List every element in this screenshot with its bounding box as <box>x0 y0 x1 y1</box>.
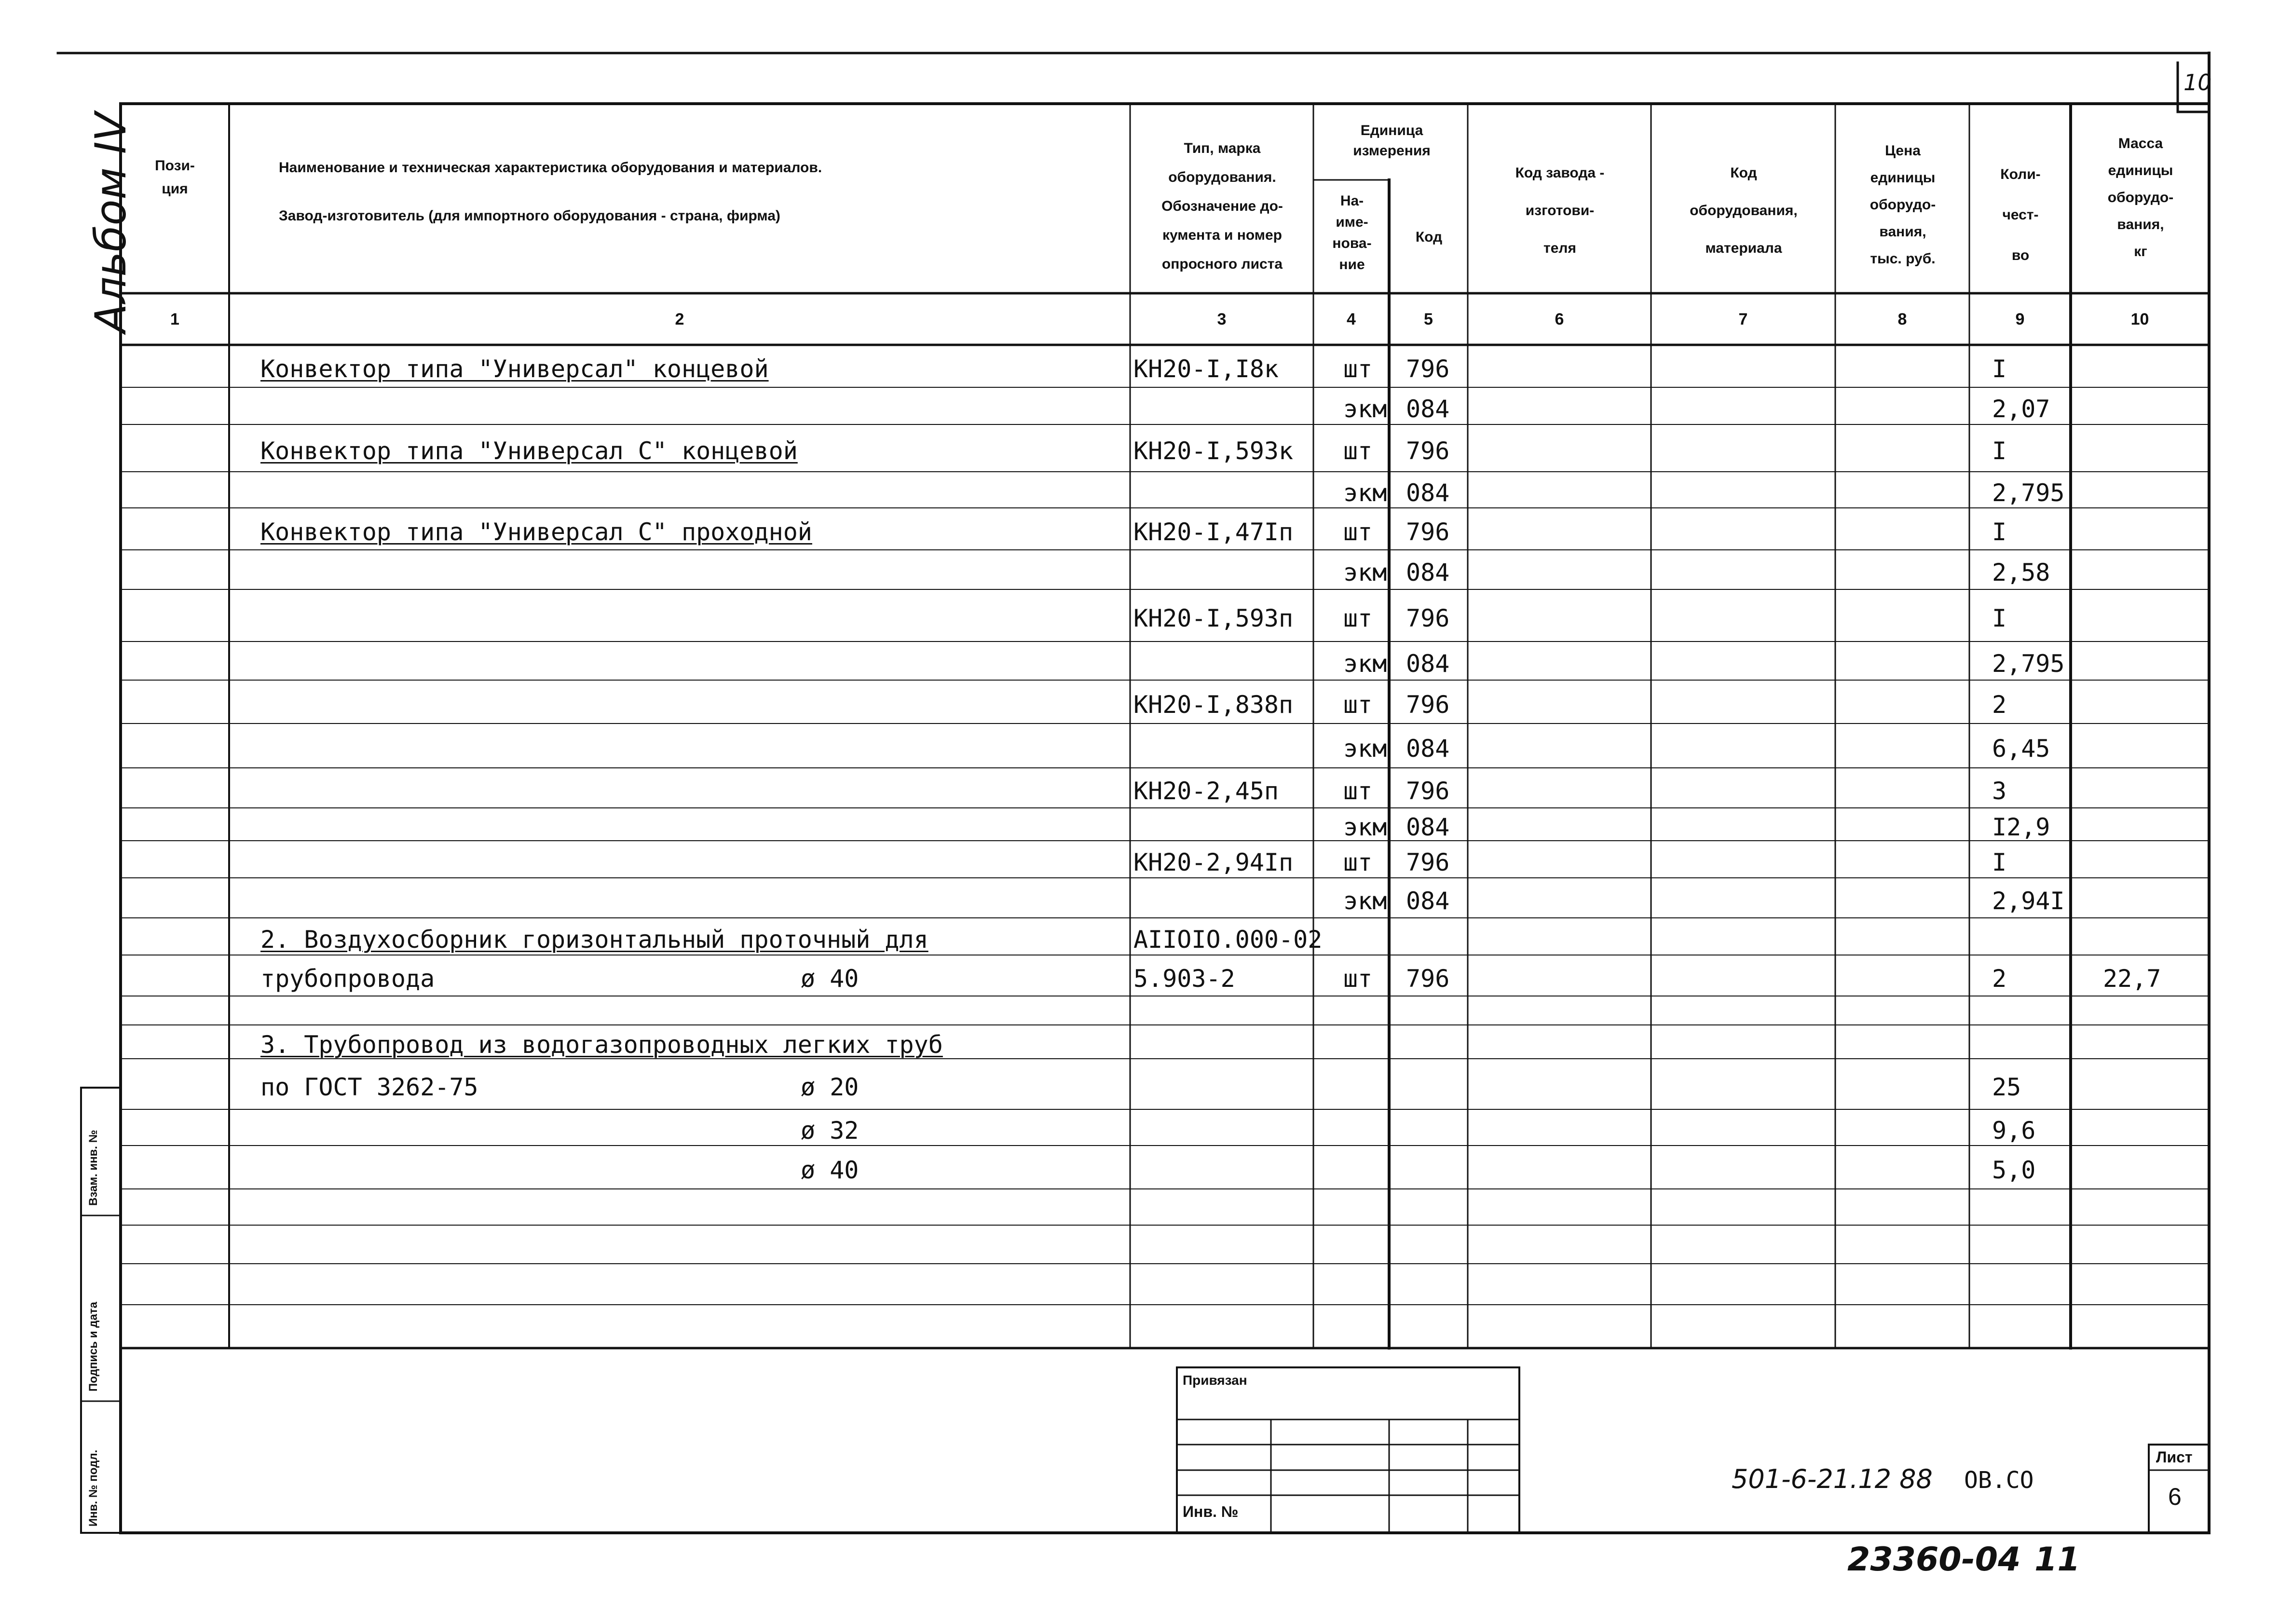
header-unit-group: Единица измерения <box>1353 123 1431 159</box>
type-mark: КН20-I,593к <box>1133 437 1294 465</box>
type-mark: КН20-I,I8к <box>1133 355 1279 383</box>
type-mark: КН20-2,45п <box>1133 777 1279 805</box>
unit-code: 084 <box>1406 887 1450 915</box>
unit-name: экм <box>1343 813 1387 841</box>
type-mark: 5.903-2 <box>1133 964 1235 993</box>
unit-code: 796 <box>1406 604 1450 632</box>
unit-code: 084 <box>1406 813 1450 841</box>
header-name-line2: Завод-изготовитель (для импортного оборудования - страна, фирма) <box>279 208 780 224</box>
album-label: Альбом IV <box>86 112 136 333</box>
sheet-label: Лист <box>2156 1448 2193 1466</box>
unit-code: 796 <box>1406 437 1450 465</box>
quantity: I <box>1992 848 2007 876</box>
unit-name: шт <box>1343 604 1373 632</box>
column-number: 4 <box>1347 310 1356 328</box>
stamp-inventory-label: Инв. № <box>1183 1503 1239 1520</box>
quantity: 3 <box>1992 777 2007 805</box>
column-number: 2 <box>675 310 684 328</box>
unit-name: экм <box>1343 395 1387 423</box>
unit-code: 796 <box>1406 964 1450 993</box>
quantity: I <box>1992 604 2007 632</box>
item-name: Конвектор типа "Универсал С" проходной <box>260 518 812 546</box>
header-type: Тип, марка оборудования. Обозначение до- кумента и номер опросного листа <box>1161 140 1283 272</box>
unit-name: экм <box>1343 887 1387 915</box>
header-quantity: Коли- чест- во <box>2000 166 2041 263</box>
unit-name: шт <box>1343 848 1373 876</box>
header-equipment-code: Код оборудования, материала <box>1690 165 1798 256</box>
type-mark: КН20-2,94Iп <box>1133 848 1294 876</box>
unit-mass: 22,7 <box>2103 964 2161 993</box>
quantity: 2,94I <box>1992 887 2065 915</box>
margin-signature-date: Подпись и дата <box>87 1302 100 1392</box>
quantity: 2 <box>1992 964 2007 993</box>
sheet-number: 6 <box>2168 1483 2182 1510</box>
item-name: трубопровода <box>260 964 435 993</box>
quantity: 2,58 <box>1992 559 2050 587</box>
unit-name: шт <box>1343 355 1373 383</box>
margin-original-inv: Инв. № подл. <box>87 1449 100 1527</box>
unit-name: шт <box>1343 964 1373 993</box>
column-number: 9 <box>2015 310 2025 328</box>
column-number: 5 <box>1424 310 1433 328</box>
pipe-diameter: ø 20 <box>801 1073 859 1101</box>
unit-name: шт <box>1343 777 1373 805</box>
unit-name: шт <box>1343 437 1373 465</box>
unit-name: экм <box>1343 650 1387 678</box>
type-mark: КН20-I,47Iп <box>1133 518 1294 546</box>
unit-code: 084 <box>1406 395 1450 423</box>
pipe-diameter: ø 40 <box>801 964 859 993</box>
pipe-diameter: ø 40 <box>801 1156 859 1184</box>
unit-name: шт <box>1343 691 1373 719</box>
quantity: 2 <box>1992 691 2007 719</box>
unit-code: 084 <box>1406 559 1450 587</box>
page-number: 10 <box>2183 69 2212 96</box>
quantity: 25 <box>1992 1073 2021 1101</box>
item-name: 3. Трубопровод из водогазопроводных легких труб <box>260 1031 943 1059</box>
unit-code: 084 <box>1406 735 1450 763</box>
header-name-line1: Наименование и техническая характеристика оборудования и материалов. <box>279 160 822 176</box>
header-position: Пози- ция <box>155 158 195 197</box>
pipe-diameter: ø 32 <box>801 1116 859 1145</box>
unit-name: экм <box>1343 478 1387 507</box>
unit-code: 796 <box>1406 777 1450 805</box>
column-number: 7 <box>1738 310 1748 328</box>
unit-name: экм <box>1343 559 1387 587</box>
unit-code: 084 <box>1406 650 1450 678</box>
type-mark: КН20-I,838п <box>1133 691 1294 719</box>
unit-code: 084 <box>1406 478 1450 507</box>
archive-suffix: 11 <box>2034 1541 2080 1579</box>
header-mass: Масса единицы оборудо- вания, кг <box>2107 136 2174 259</box>
column-number: 8 <box>1897 310 1907 328</box>
item-name: Конвектор типа "Универсал С" концевой <box>260 437 798 465</box>
item-name: Конвектор типа "Универсал" концевой <box>260 355 769 383</box>
column-number: 3 <box>1217 310 1227 328</box>
column-number: 6 <box>1555 310 1564 328</box>
document-suffix: ОВ.СО <box>1964 1467 2034 1494</box>
unit-code: 796 <box>1406 518 1450 546</box>
column-number: 1 <box>170 310 179 328</box>
item-name: по ГОСТ 3262-75 <box>260 1073 478 1101</box>
stamp-attached-label: Привязан <box>1183 1373 1247 1388</box>
item-name: 2. Воздухосборник горизонтальный проточный для <box>260 925 928 954</box>
quantity: 2,795 <box>1992 650 2065 678</box>
unit-name: экм <box>1343 735 1387 763</box>
unit-code: 796 <box>1406 355 1450 383</box>
quantity: 6,45 <box>1992 735 2050 763</box>
column-number: 10 <box>2130 310 2149 328</box>
header-unit-code: Код <box>1415 229 1443 245</box>
quantity: 2,795 <box>1992 478 2065 507</box>
margin-replaced-inv: Взам. инв. № <box>87 1130 100 1206</box>
type-mark: КН20-I,593п <box>1133 604 1294 632</box>
quantity: I <box>1992 355 2007 383</box>
quantity: I <box>1992 518 2007 546</box>
type-mark: AIIOIO.000-02 <box>1133 925 1323 954</box>
quantity: 2,07 <box>1992 395 2050 423</box>
unit-code: 796 <box>1406 691 1450 719</box>
quantity: 5,0 <box>1992 1156 2036 1184</box>
unit-code: 796 <box>1406 848 1450 876</box>
quantity: I2,9 <box>1992 813 2050 841</box>
quantity: I <box>1992 437 2007 465</box>
header-factory-code: Код завода - изготови- теля <box>1515 165 1605 256</box>
unit-name: шт <box>1343 518 1373 546</box>
header-unit-name: На- име- нова- ние <box>1332 193 1372 273</box>
document-code: 501-6-21.12 88 <box>1732 1464 1933 1494</box>
archive-number: 23360-04 <box>1847 1541 2021 1579</box>
header-price: Цена единицы оборудо- вания, тыс. руб. <box>1870 143 1936 267</box>
quantity: 9,6 <box>1992 1116 2036 1145</box>
